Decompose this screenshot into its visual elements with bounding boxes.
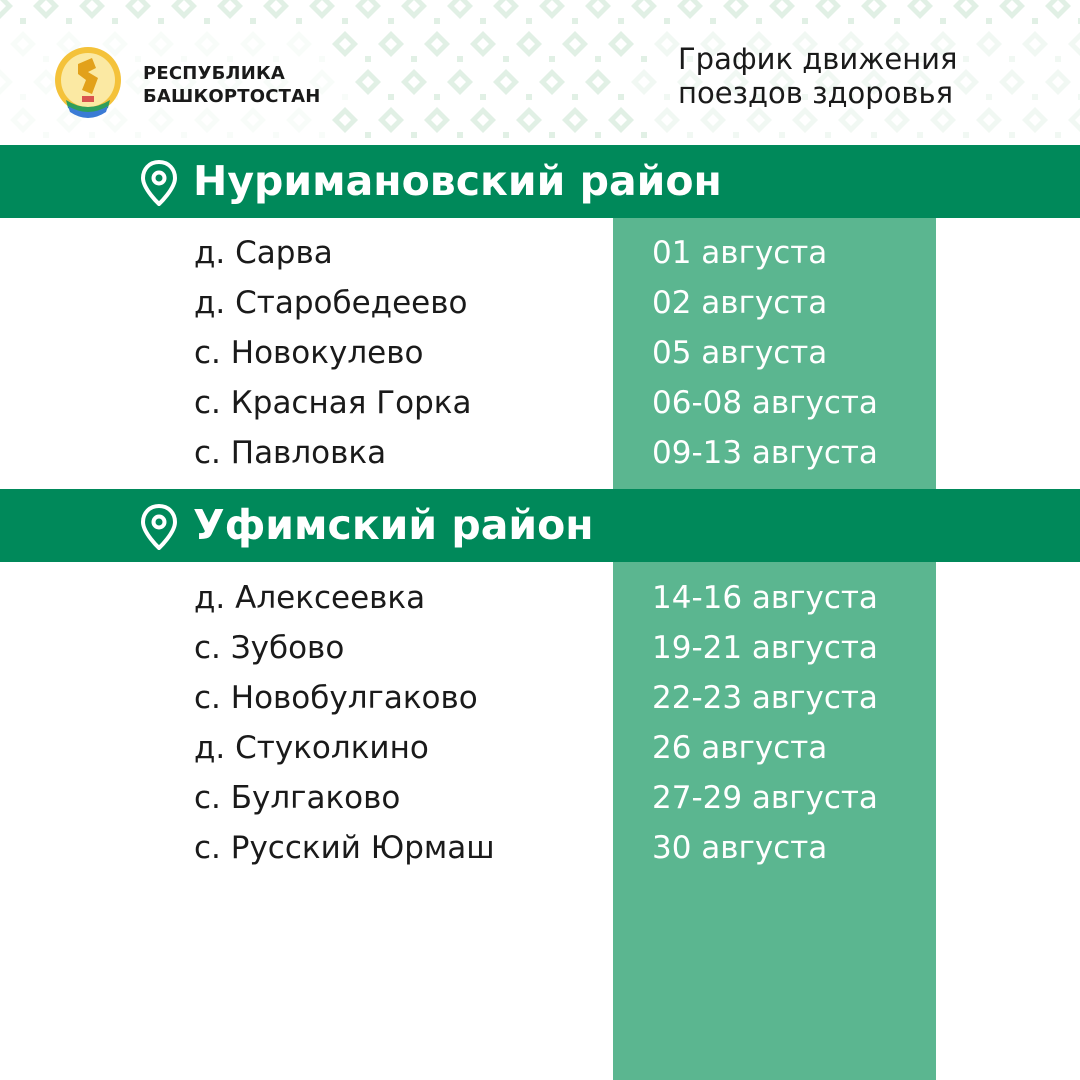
- stop-row: [0, 773, 1080, 823]
- header: [0, 0, 1080, 145]
- stop-place: с. Новокулево: [194, 335, 424, 371]
- stop-date: 05 августа: [652, 335, 828, 371]
- stop-row: [0, 673, 1080, 723]
- location-pin-icon: [140, 504, 178, 550]
- stop-row: [0, 623, 1080, 673]
- district-header: [0, 489, 1080, 562]
- bashkortostan-emblem-icon: [52, 44, 124, 124]
- stop-place: д. Алексеевка: [194, 580, 426, 616]
- district-header: [0, 145, 1080, 218]
- location-pin-icon: [140, 160, 178, 206]
- stop-date: 14-16 августа: [652, 580, 878, 616]
- page-title-line1: График движения: [678, 42, 958, 76]
- stop-row: [0, 378, 1080, 428]
- stop-place: д. Старобедеево: [194, 285, 468, 321]
- stop-date: 09-13 августа: [652, 435, 878, 471]
- stop-date: 02 августа: [652, 285, 828, 321]
- stop-date: 01 августа: [652, 235, 828, 271]
- stop-place: с. Зубово: [194, 630, 345, 666]
- stop-place: с. Павловка: [194, 435, 387, 471]
- stop-date: 22-23 августа: [652, 680, 878, 716]
- stop-date: 26 августа: [652, 730, 828, 766]
- page-title: [678, 42, 998, 110]
- stop-row: [0, 723, 1080, 773]
- stop-place: д. Стуколкино: [194, 730, 429, 766]
- republic-label-line1: РЕСПУБЛИКА: [143, 63, 286, 84]
- page-title-line2: поездов здоровья: [678, 76, 954, 110]
- stop-list: [0, 573, 1080, 873]
- stop-row: [0, 278, 1080, 328]
- stop-list: [0, 228, 1080, 478]
- stop-place: с. Русский Юрмаш: [194, 830, 495, 866]
- stop-place: д. Сарва: [194, 235, 333, 271]
- stop-row: [0, 823, 1080, 873]
- stop-date: 19-21 августа: [652, 630, 878, 666]
- republic-label-line2: БАШКОРТОСТАН: [143, 86, 321, 107]
- stop-place: с. Новобулгаково: [194, 680, 478, 716]
- stop-row: [0, 328, 1080, 378]
- republic-label: [143, 62, 321, 108]
- stop-row: [0, 428, 1080, 478]
- district-name: Нуримановский район: [193, 157, 722, 205]
- district-name: Уфимский район: [193, 501, 594, 549]
- stop-row: [0, 228, 1080, 278]
- stop-date: 30 августа: [652, 830, 828, 866]
- stop-row: [0, 573, 1080, 623]
- stop-date: 06-08 августа: [652, 385, 878, 421]
- stop-date: 27-29 августа: [652, 780, 878, 816]
- stop-place: с. Булгаково: [194, 780, 401, 816]
- stop-place: с. Красная Горка: [194, 385, 472, 421]
